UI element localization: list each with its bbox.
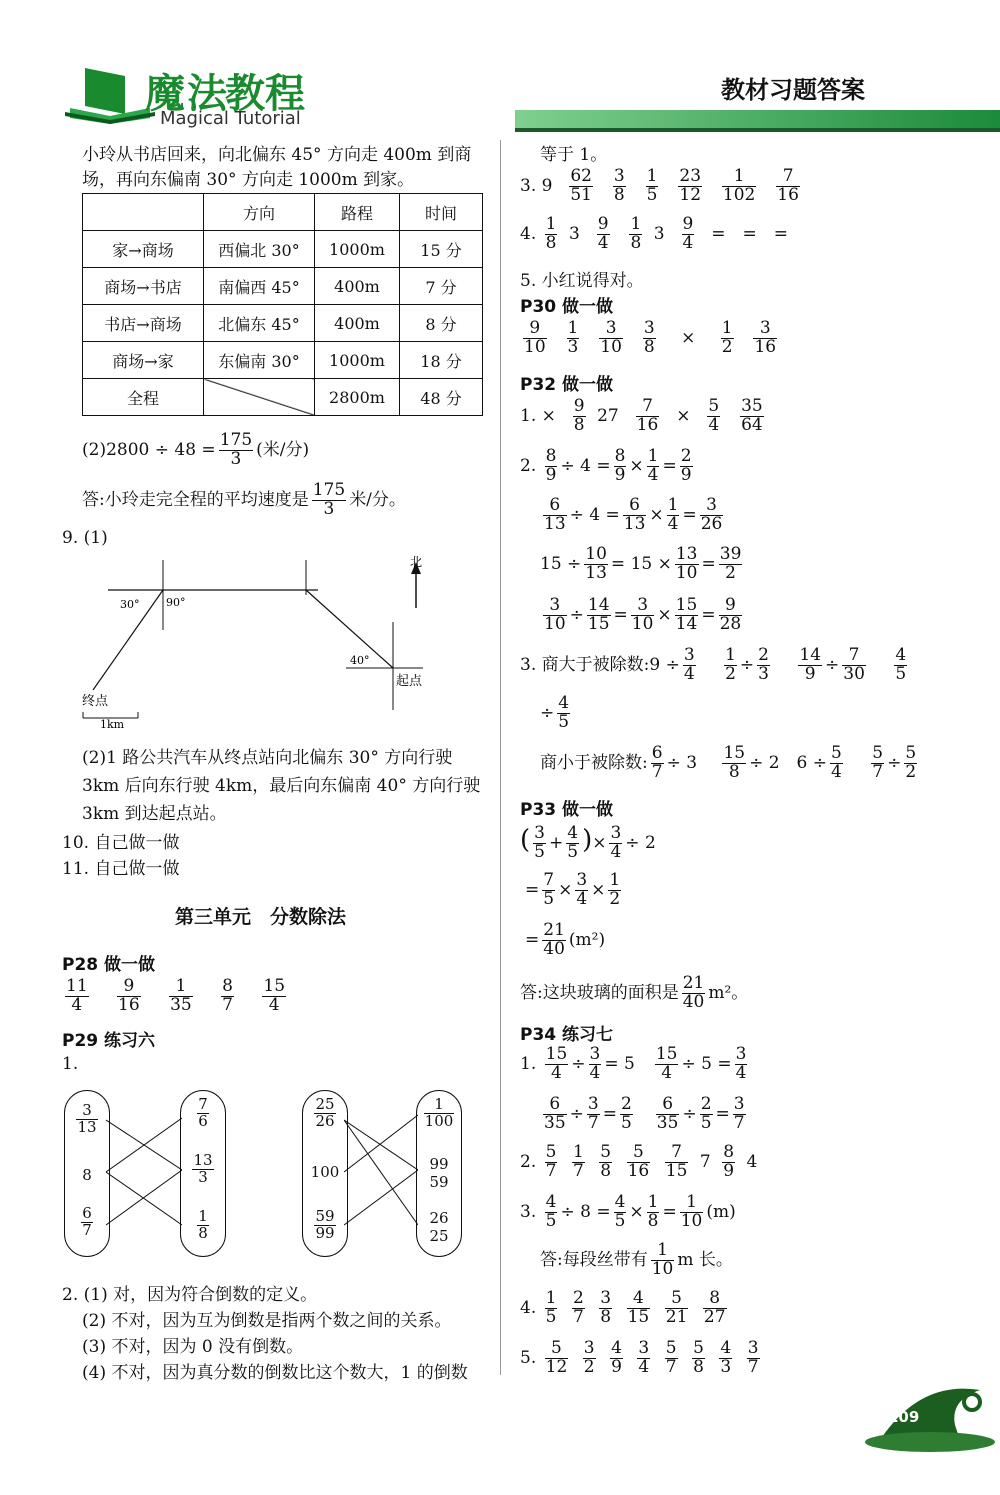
unit-title: 第三单元 分数除法 bbox=[175, 906, 347, 928]
book-icon bbox=[65, 68, 155, 124]
answer-line: 答:小玲走完全程的平均速度是 $\frac{175}{3}$ 米/分。 bbox=[82, 480, 406, 519]
fraction-list: $\frac{9}{10}$ $\frac{1}{3}$ $\frac{3}{10}$ $\frac{3}{8}$ × $\frac{1}{2}$ $\frac{3}{16}$ bbox=[524, 318, 777, 357]
match-lines bbox=[344, 1090, 418, 1255]
text-line: 等于 1。 bbox=[540, 145, 608, 165]
table-header: 时间 bbox=[400, 194, 483, 231]
answer-line: 答:每段丝带有 $\frac{1}{10}$ m 长。 bbox=[540, 1240, 733, 1279]
answer-row: ÷ $\frac{4}{5}$ bbox=[540, 693, 570, 732]
table-row: 商场→家 东偏南 30° 1000m 18 分 bbox=[83, 342, 483, 379]
answer-row: 3. 9 $\frac{62}{51}$ $\frac{3}{8}$ $\frac{1}{5}$ $\frac{23}{12}$ $\frac{1}{102}$ $\frac{7}{16}$ bbox=[520, 166, 799, 205]
logo-text: 魔法 bbox=[145, 71, 229, 117]
angle-label: 40° bbox=[350, 654, 370, 667]
section-title: 教材习题答案 bbox=[721, 76, 865, 104]
match-group: $\frac{1}{100}$ 99 59 26 25 bbox=[416, 1090, 462, 1257]
end-label: 终点 bbox=[82, 694, 109, 709]
match-group: $\frac{7}{6}$ $\frac{13}{3}$ $\frac{1}{8}$ bbox=[180, 1090, 226, 1257]
equation-line: 15 ÷ $\frac{10}{13}$ = 15 × $\frac{13}{10}$ = $\frac{39}{2}$ bbox=[540, 544, 742, 583]
diagonal-cell bbox=[204, 379, 315, 416]
answer-row: 1. × $\frac{9}{8}$ 27 $\frac{7}{16}$ × $\frac{5}{4}$ $\frac{35}{64}$ bbox=[520, 396, 763, 435]
logo-subtitle: Magical Tutorial bbox=[160, 108, 301, 129]
section-heading: P32 做一做 bbox=[520, 375, 614, 395]
table-row: 书店→商场 北偏东 45° 400m 8 分 bbox=[83, 305, 483, 342]
text-line: 11. 自己做一做 bbox=[62, 859, 180, 879]
match-group: $\frac{25}{26}$ 100 $\frac{59}{99}$ bbox=[302, 1090, 348, 1257]
text-line: (3) 不对，因为 0 没有倒数。 bbox=[82, 1337, 304, 1357]
equation-line: (2)2800 ÷ 48 = $\frac{175}{3}$ (米/分) bbox=[82, 430, 310, 469]
match-lines bbox=[106, 1090, 182, 1255]
answer-row: 5. $\frac{5}{12}$ $\frac{3}{2}$ $\frac{4}{9}$ $\frac{3}{4}$ $\frac{5}{7}$ $\frac{5}{8}$ $\frac{4}{3}$ $\frac{3}{7}$ bbox=[520, 1338, 759, 1377]
match-group: $\frac{3}{13}$ 8 $\frac{6}{7}$ bbox=[64, 1090, 110, 1257]
text-line: 10. 自己做一做 bbox=[62, 833, 180, 853]
route-table bbox=[82, 193, 483, 416]
table-header: 路程 bbox=[315, 194, 400, 231]
equation-line: = $\frac{7}{5}$ × $\frac{3}{4}$ × $\frac{1}{2}$ bbox=[525, 870, 621, 909]
text-line: 2. (1) 对，因为符合倒数的定义。 bbox=[62, 1285, 318, 1305]
equation-line: ( $\frac{3}{5}$ + $\frac{4}{5}$ )× $\frac{3}{4}$ ÷ 2 bbox=[520, 823, 656, 862]
section-heading: P29 练习六 bbox=[62, 1031, 156, 1051]
answer-row: 4. $\frac{1}{5}$ $\frac{2}{7}$ $\frac{3}{8}$ $\frac{4}{15}$ $\frac{5}{21}$ $\frac{8}{27}$ bbox=[520, 1288, 726, 1327]
table-cell bbox=[83, 194, 204, 231]
table-header: 方向 bbox=[204, 194, 315, 231]
equation-line: 1. $\frac{15}{4}$ ÷ $\frac{3}{4}$ = 5 $\frac{15}{4}$ ÷ 5 = $\frac{3}{4}$ bbox=[520, 1044, 747, 1083]
wizard-hat-icon bbox=[860, 1380, 1000, 1460]
text-line: 3km 后向东行驶 4km，最后向东偏南 40° 方向行驶 bbox=[82, 776, 481, 796]
page-footer bbox=[860, 1380, 1000, 1495]
logo bbox=[65, 50, 305, 130]
equation-line: $\frac{6}{35}$ ÷ $\frac{3}{7}$ = $\frac{2}{5}$ $\frac{6}{35}$ ÷ $\frac{2}{5}$ = $\frac{3}{7}$ bbox=[544, 1094, 745, 1133]
scale-label: 1km bbox=[100, 718, 125, 731]
north-label: 北 bbox=[410, 555, 423, 569]
text-line: 3km 到达起点站。 bbox=[82, 804, 227, 824]
equation-line: $\frac{6}{13}$ ÷ 4 = $\frac{6}{13}$ × $\frac{1}{4}$ = $\frac{3}{26}$ bbox=[544, 495, 723, 534]
equation-line: 2. $\frac{8}{9}$ ÷ 4 = $\frac{8}{9}$ × $\frac{1}{4}$ = $\frac{2}{9}$ bbox=[520, 446, 692, 485]
question-label: 9. (1) bbox=[62, 528, 108, 548]
table-row bbox=[83, 194, 483, 231]
answer-row: 商小于被除数: $\frac{6}{7}$ ÷ 3 $\frac{15}{8}$ ÷ 2 6 ÷ $\frac{5}{4}$ $\frac{5}{7}$ ÷ $\frac{5}{2}$ bbox=[540, 743, 917, 782]
angle-label: 30° bbox=[120, 598, 140, 611]
text-line: 小玲从书店回来，向北偏东 45° 方向走 400m 到商 bbox=[82, 145, 472, 165]
route-map bbox=[78, 550, 478, 740]
text-line: (2)1 路公共汽车从终点站向北偏东 30° 方向行驶 bbox=[82, 748, 453, 768]
section-heading: P30 做一做 bbox=[520, 297, 614, 317]
equation-line: 3. $\frac{4}{5}$ ÷ 8 = $\frac{4}{5}$ × $\frac{1}{8}$ = $\frac{1}{10}$ (m) bbox=[520, 1192, 736, 1231]
text-line: 场，再向东偏南 30° 方向走 1000m 到家。 bbox=[82, 170, 415, 190]
table-row: 全程 2800m 48 分 bbox=[83, 379, 483, 416]
equation-line: = $\frac{21}{40}$ (m²) bbox=[525, 920, 606, 959]
page-header bbox=[0, 0, 1000, 135]
question-label: 1. bbox=[62, 1054, 79, 1074]
logo-text: 教程 bbox=[225, 71, 305, 117]
section-heading: P28 做一做 bbox=[62, 955, 156, 975]
section-heading: P34 练习七 bbox=[520, 1025, 614, 1045]
section-heading: P33 做一做 bbox=[520, 800, 614, 820]
text-line: (4) 不对，因为真分数的倒数比这个数大，1 的倒数 bbox=[82, 1363, 468, 1383]
angle-label: 90° bbox=[166, 596, 186, 609]
equation-line: $\frac{3}{10}$ ÷ $\frac{14}{15}$ = $\frac{3}{10}$ × $\frac{15}{14}$ = $\frac{9}{28}$ bbox=[544, 595, 742, 634]
column-divider bbox=[500, 140, 501, 1375]
header-bar bbox=[515, 110, 1000, 128]
header-bar-line bbox=[515, 128, 1000, 132]
answer-row: 3. 商大于被除数:9 ÷ $\frac{3}{4}$ $\frac{1}{2}$ ÷ $\frac{2}{3}$ $\frac{14}{9}$ ÷ $\frac{7}{30}$ $\frac{4}{5}$ bbox=[520, 645, 907, 684]
answer-line: 答:这块玻璃的面积是 $\frac{21}{40}$ m²。 bbox=[520, 973, 749, 1012]
table-row: 家→商场 西偏北 30° 1000m 15 分 bbox=[83, 231, 483, 268]
answer-row: 2. $\frac{5}{7}$ $\frac{1}{7}$ $\frac{5}{8}$ $\frac{5}{16}$ $\frac{7}{15}$ 7 $\frac{8}{9}$ 4 bbox=[520, 1142, 758, 1181]
text-line: 5. 小红说得对。 bbox=[520, 271, 644, 291]
text-line: (2) 不对，因为互为倒数是指两个数之间的关系。 bbox=[82, 1311, 452, 1331]
table-row: 商场→书店 南偏西 45° 400m 7 分 bbox=[83, 268, 483, 305]
answer-row: 4. $\frac{1}{8}$ 3 $\frac{9}{4}$ $\frac{1}{8}$ 3 $\frac{9}{4}$ = = = bbox=[520, 214, 788, 253]
start-label: 起点 bbox=[396, 674, 423, 689]
page-number: 109 bbox=[888, 1408, 920, 1426]
fraction-list: $\frac{11}{4}$ $\frac{9}{16}$ $\frac{1}{35}$ $\frac{8}{7}$ $\frac{15}{4}$ bbox=[66, 976, 286, 1015]
